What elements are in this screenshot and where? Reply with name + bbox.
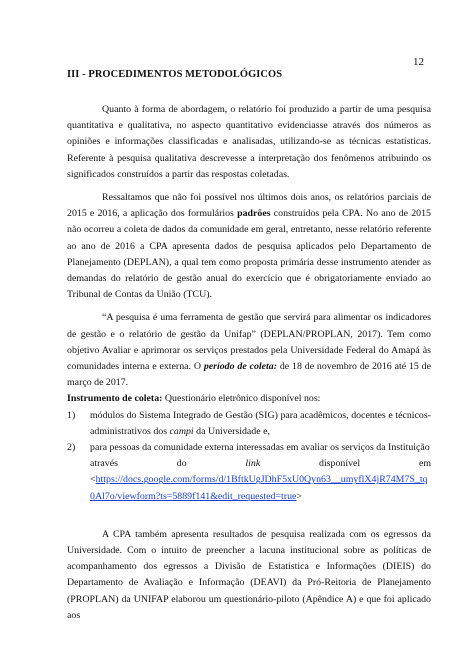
word-do: do [176,458,187,470]
list-item-number: 2) [67,442,76,454]
paragraph-pesquisa-text-a: “A pesquisa é uma ferramenta de gestão que servirá para alimentar os indicadores de gestão e o relatório de gestão da Unifap” (DEPLAN/PROPLAN, 2017). Tem como objetivo Avaliar e aprimorar os serviços prestados pela Universidade Federal do Amapá às comunidades interna e externa. O [67,312,431,373]
paragraph-formularios-text-c: construídos pela CPA. No ano de 2015 não ocorreu a coleta de dados da comunidade em geral, entretanto, nesse relatório referente ao ano de 2016 a CPA apresenta dados de pesquisa aplicados pelo Departamento de Planejamento (DEPLAN), a qual tem como proposta primária desse instrumento atender as demandas do relatório de gestão anual do exercício que é obrigatoriamente enviado ao Tribunal de Contas da União (TCU). [67,208,431,301]
paragraph-abordagem: Quanto à forma de abordagem, o relatório foi produzido a partir de uma pesquisa quantitativa e qualitativa, no aspecto quantitativo evidenciasse através dos números as opiniões e informações classificadas e analisadas, utilizando-se as técnicas estatísticas. Referente à pesquisa qualitativa descrevesse a interpretação dos fenômenos atribuindo os significados construídos a partir das respostas coletadas. [67,104,431,180]
list-item [67,440,432,505]
list-item [67,408,431,440]
list-item-text-c: da Universidade e, [193,425,270,437]
section-title: III - PROCEDIMENTOS METODOLÓGICOS [67,69,283,80]
word-disponivel: disponível [319,458,361,470]
list-item-text-a: para pessoas da comunidade externa interessadas em avaliar os serviços da Instituição [90,442,430,454]
link-open-bracket: < [90,474,96,486]
paragraph-instrumento [67,391,431,407]
bold-padroes: padrões [237,208,271,220]
paragraph-formularios [67,190,431,303]
word-atraves: através [90,458,118,470]
italic-campi: campi [169,425,194,437]
paragraph-formularios-text-a: Ressaltamos que não foi possível nos últimos dois anos, os relatórios parciais de 2015 e 2016, a aplicação dos formulários [67,192,431,220]
word-em: em [418,458,432,470]
document-body [67,102,431,624]
google-form-link[interactable]: https://docs.google.com/forms/d/1BftkUgJDhF5xU0Qyn63__umyflX4jR74M7S_tq0Al7o/viewform?ts=5889f141&edit_requested=true [90,474,428,502]
link-close-bracket: > [296,490,302,502]
word-link: link [245,458,261,470]
list-item-text-a: módulos do Sistema Integrado de Gestão (SIG) para acadêmicos, docentes e técnicos-administrativos dos [90,409,431,437]
instrumento-text: Questionário eletrônico disponível nos: [162,393,321,405]
paragraph-pesquisa-text-c: de 18 de novembro de 2016 até 15 de março de 2017. [67,361,431,389]
bold-periodo-coleta: período de coleta: [203,361,277,373]
paragraph-pesquisa [67,310,431,391]
page-number: 12 [413,56,424,68]
bold-instrumento-coleta: Instrumento de coleta: [67,393,163,405]
link-intro-line [90,456,431,472]
list-item-number: 1) [67,409,76,421]
instrumentos-list [67,408,431,505]
paragraph-egressos: A CPA também apresenta resultados de pesquisa realizada com os egressos da Universidade. Com o intuito de preencher a lacuna institucional sobre as políticas de acompanhamento dos egressos a Divisão de Estatística e Informações (DIEIS) do Departamento de Avaliação e Informação (DEAVI) da Pró-Reitoria de Planejamento (PROPLAN) da UNIFAP elaborou um questionário-piloto (Apêndice A) e que foi aplicado aos [67,528,431,621]
